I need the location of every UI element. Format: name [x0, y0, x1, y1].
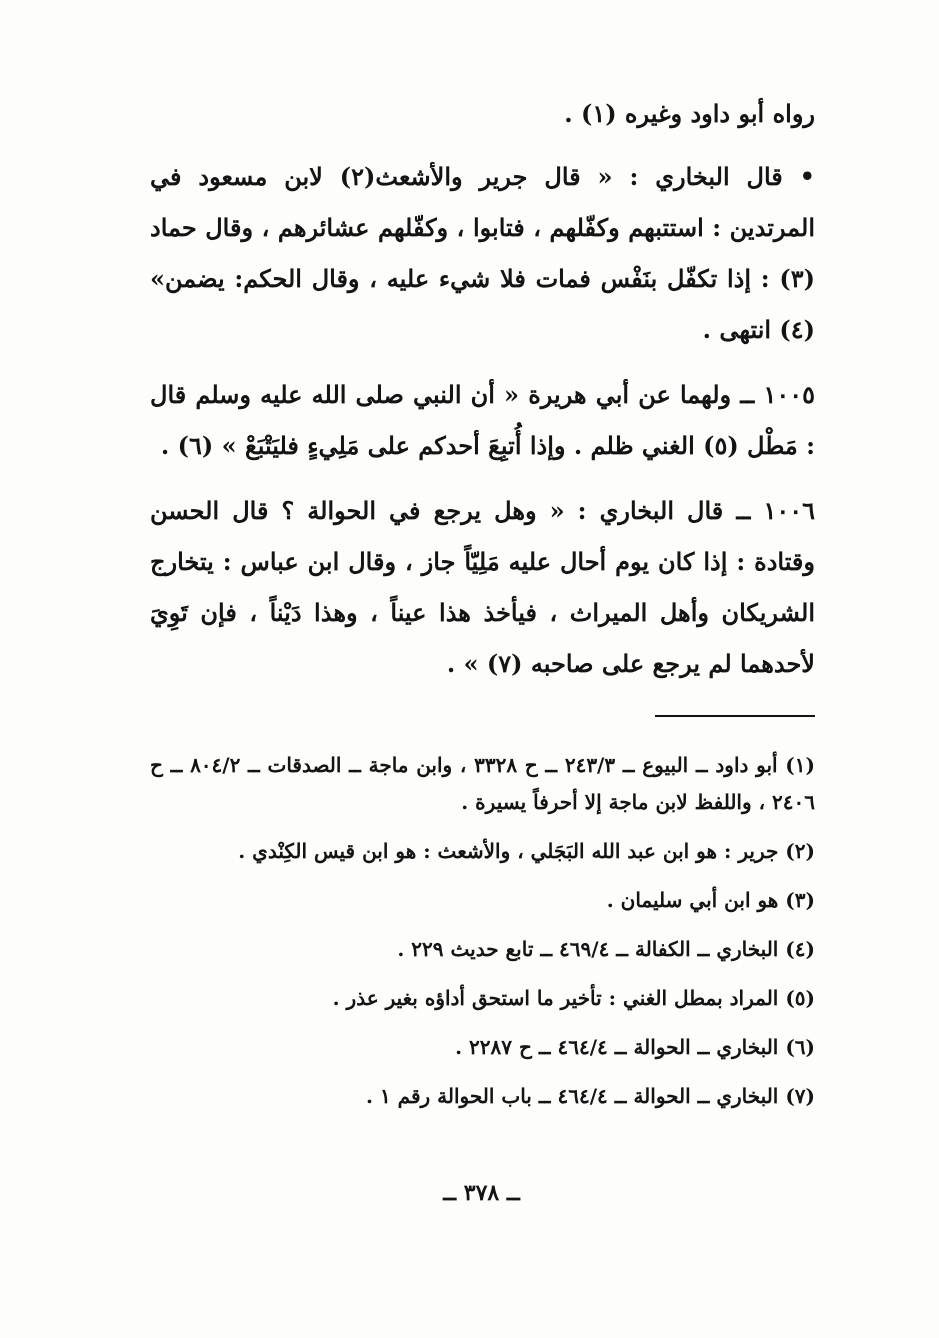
paragraph-2: • قال البخاري : « قال جرير والأشعث(٢) لابن مسعود في المرتدين : استتبهم وكفّلهم ، فتابوا ، وكفّلهم عشائرهم ، وقال حماد (٣) : إذا تكفّل بنَفْس فمات فلا شيء عليه ، وقال الحكم: يضمن» (٤) انتهى .	[150, 162, 816, 344]
hadith-1006: ١٠٠٦ ــ قال البخاري : « وهل يرجع في الحوالة ؟ قال الحسن وقتادة : إذا كان يوم أحال عليه مَلِيّاً جاز ، وقال ابن عباس : يتخارج الشريكان وأهل الميراث ، فيأخذ هذا عيناً ، وهذا دَيْناً ، فإن تَوِيَ لأحدهما لم يرجع على صاحبه (٧) » .	[150, 496, 815, 678]
footnote-7: (٧) البخاري ــ الحوالة ــ ٤٦٤/٤ ــ باب الحوالة رقم ١ .	[366, 1084, 815, 1108]
footnote-1: (١) أبو داود ــ البيوع ــ ٢٤٣/٣ ــ ح ٣٣٢٨ ، وابن ماجة ــ الصدقات ــ ٨٠٤/٢ ــ ح ٢٤٠٦ ، واللفظ لابن ماجة إلا أحرفاً يسيرة .	[150, 753, 815, 814]
footnote-4: (٤) البخاري ــ الكفالة ــ ٤٦٩/٤ ــ تابع حديث ٢٢٩ .	[397, 937, 815, 961]
footnote-2: (٢) جرير : هو ابن عبد الله البَجَلي ، والأشعث : هو ابن قيس الكِنْدي .	[238, 839, 815, 863]
footnote-5: (٥) المراد بمطل الغني : تأخير ما استحق أداؤه بغير عذر .	[332, 986, 815, 1010]
footnote-3: (٣) هو ابن أبي سليمان .	[606, 888, 815, 912]
footnote-6: (٦) البخاري ــ الحوالة ــ ٤٦٤/٤ ــ ح ٢٢٨٧ .	[455, 1035, 815, 1059]
footnotes	[150, 747, 815, 1115]
footnote-separator-wrap	[150, 689, 815, 747]
hadith-1005: ١٠٠٥ ــ ولهما عن أبي هريرة « أن النبي صلى الله عليه وسلم قال : مَطْل (٥) الغني ظلم . وإذا أُتبِعَ أحدكم على مَلِيءٍ فليَتْبَعْ » (٦) .	[150, 380, 815, 460]
page-number: ــ ٣٧٨ ــ	[443, 1180, 520, 1206]
main-text	[150, 88, 815, 689]
footnote-separator	[655, 715, 815, 717]
page-body	[150, 88, 815, 1127]
paragraph-1: رواه أبو داود وغيره (١) .	[564, 99, 815, 128]
